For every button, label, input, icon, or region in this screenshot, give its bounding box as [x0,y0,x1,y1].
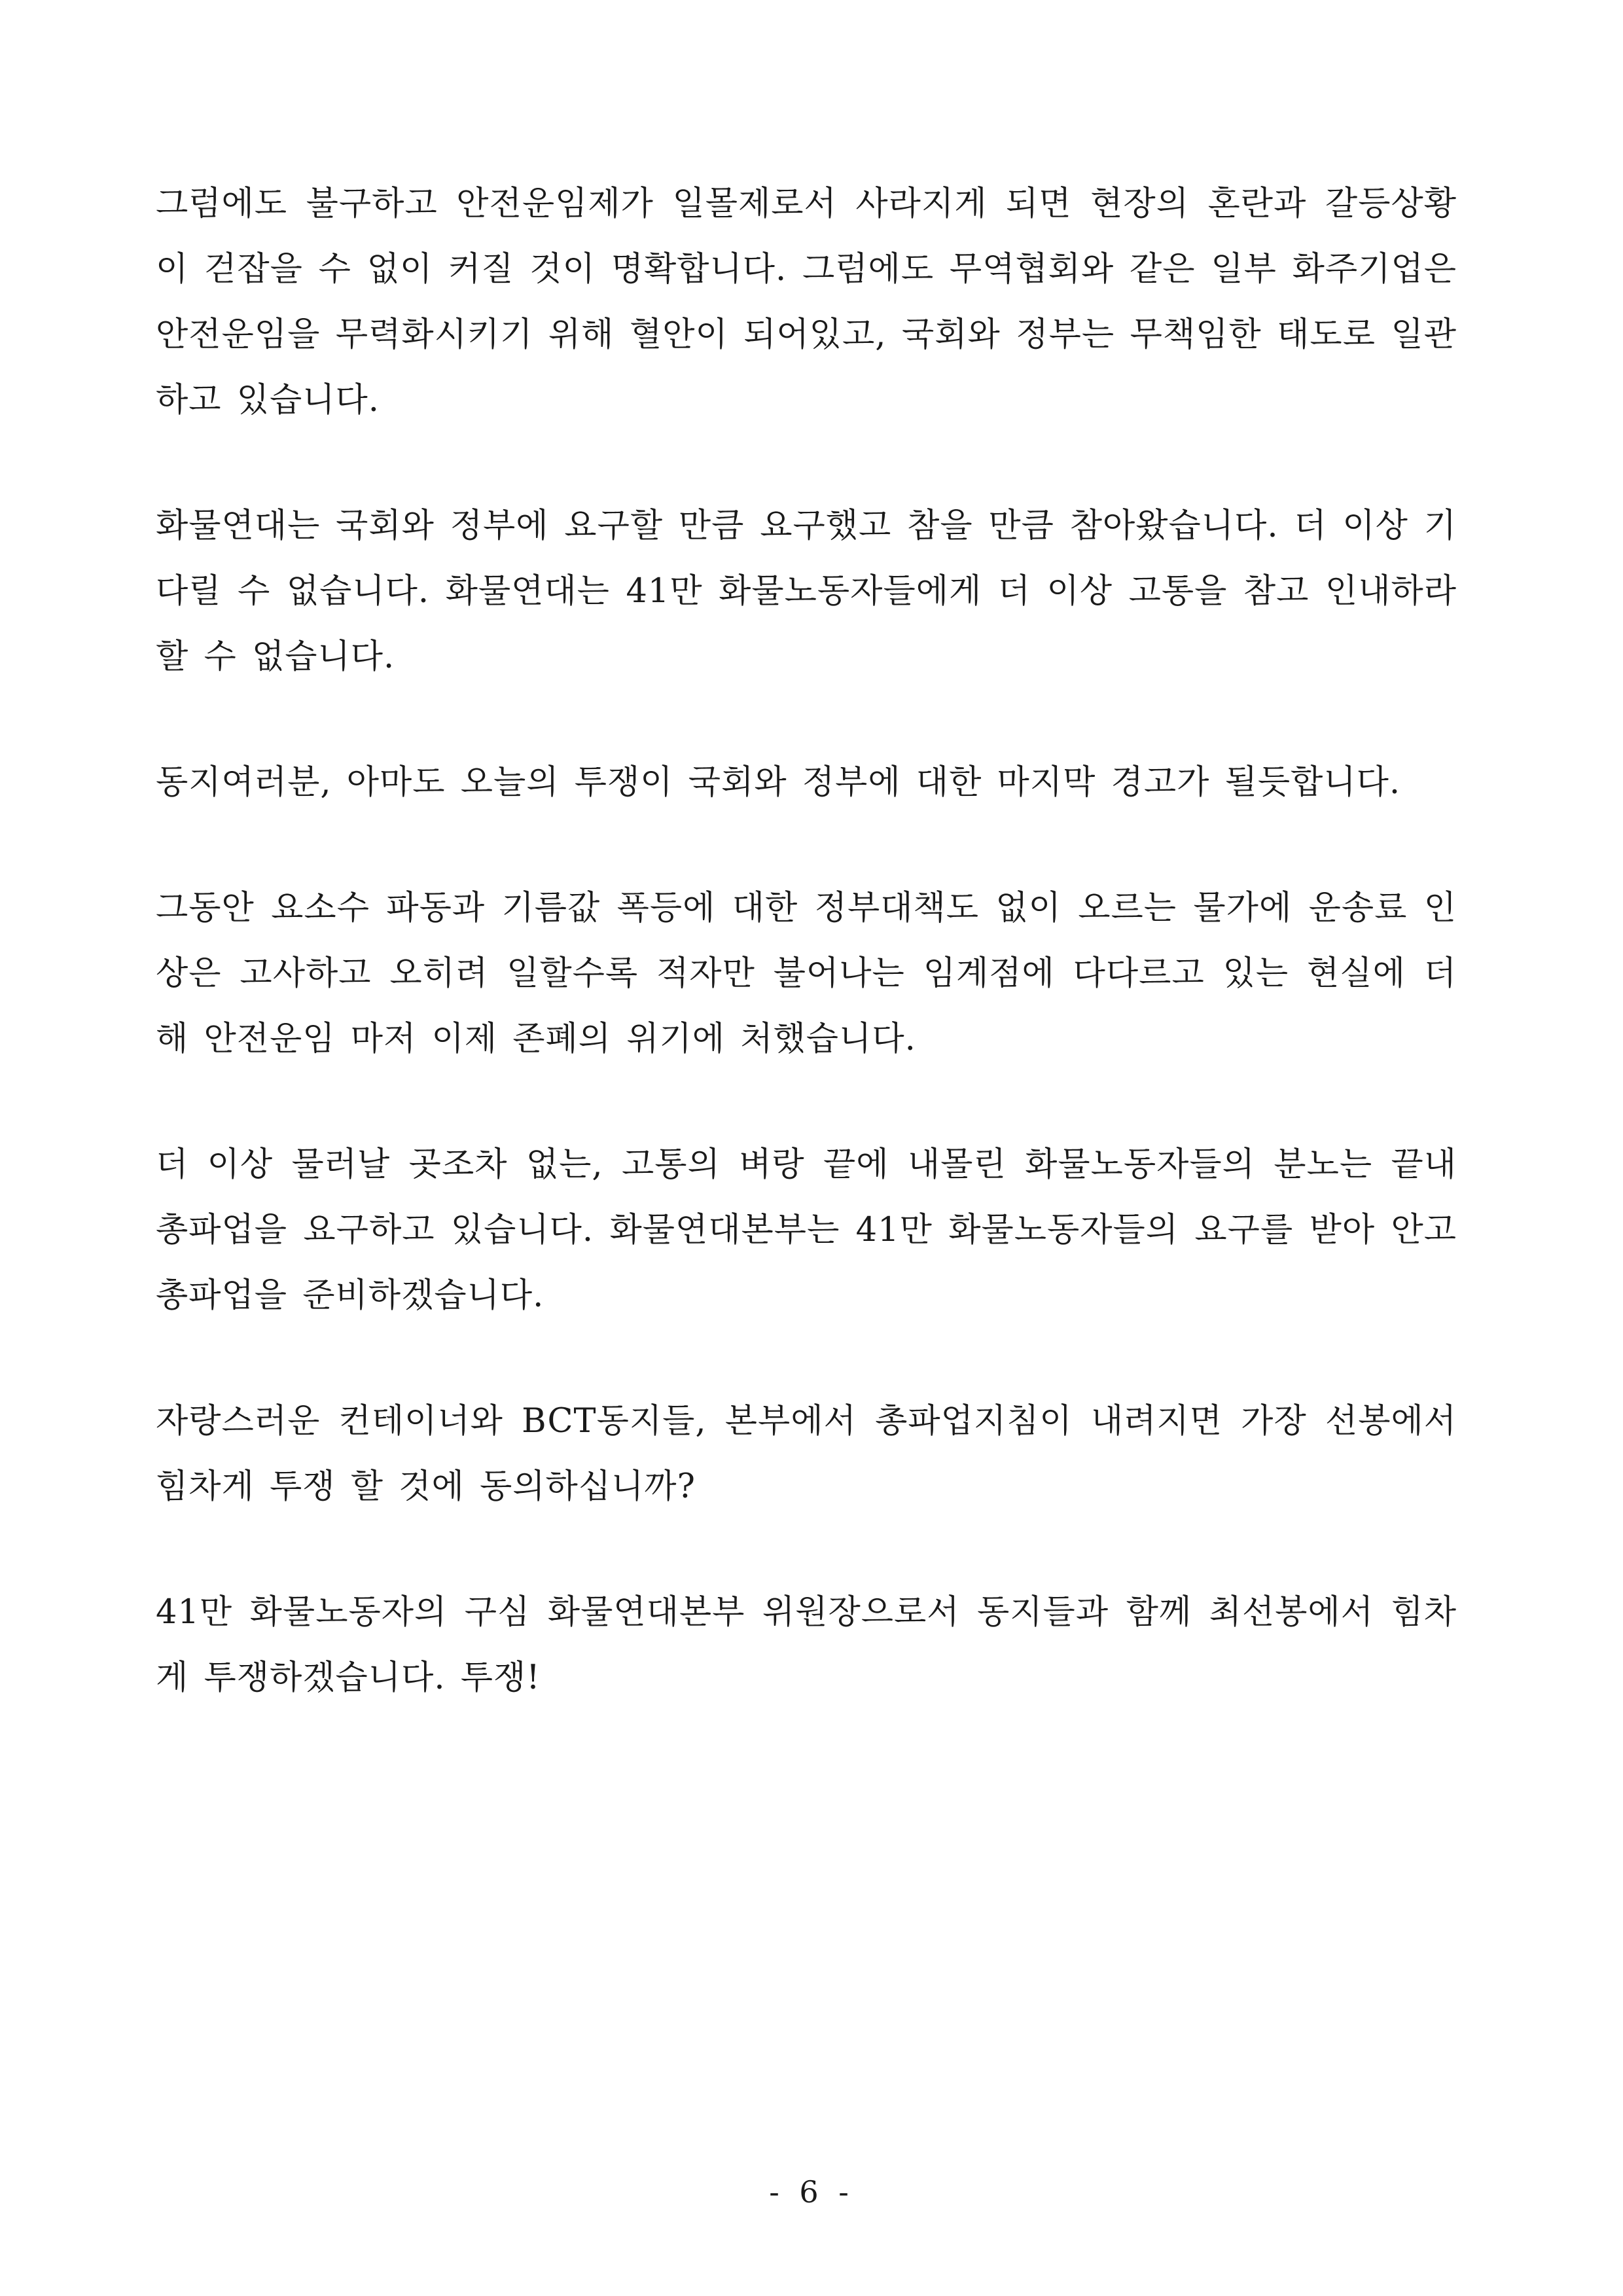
paragraph-6: 자랑스러운 컨테이너와 BCT동지들, 본부에서 총파업지침이 내려지면 가장 선봉에서 힘차게 투쟁 할 것에 동의하십니까? [156,1402,1457,1506]
paragraph-1: 그럼에도 불구하고 안전운임제가 일몰제로서 사라지게 되면 현장의 혼란과 갈등상황이 걷잡을 수 없이 커질 것이 명확합니다. 그럼에도 무역협회와 같은 일부 화주기업은 안전운임을 무력화시키기 위해 혈안이 되어있고, 국회와 정부는 무책임한 태도로 일관하고 있습니다. [156,185,1457,420]
paragraph-3: 동지여러분, 아마도 오늘의 투쟁이 국회와 정부에 대한 마지막 경고가 될듯합니다. [156,763,1401,802]
paragraph-5: 더 이상 물러날 곳조차 없는, 고통의 벼랑 끝에 내몰린 화물노동자들의 분노는 끝내 총파업을 요구하고 있습니다. 화물연대본부는 41만 화물노동자들의 요구를 받아 안고 총파업을 준비하겠습니다. [156,1145,1457,1315]
paragraph-2: 화물연대는 국회와 정부에 요구할 만큼 요구했고 참을 만큼 참아왔습니다. 더 이상 기다릴 수 없습니다. 화물연대는 41만 화물노동자들에게 더 이상 고통을 참고 인내하라 할 수 없습니다. [156,507,1457,676]
document-body [156,171,1457,1771]
paragraph-7: 41만 화물노동자의 구심 화물연대본부 위원장으로서 동지들과 함께 최선봉에서 힘차게 투쟁하겠습니다. 투쟁! [156,1593,1457,1697]
paragraph-4: 그동안 요소수 파동과 기름값 폭등에 대한 정부대책도 없이 오르는 물가에 운송료 인상은 고사하고 오히려 일할수록 적자만 불어나는 임계점에 다다르고 있는 현실에 더해 안전운임 마저 이제 존폐의 위기에 처했습니다. [156,889,1457,1058]
page-number: - 6 - [769,2174,854,2210]
